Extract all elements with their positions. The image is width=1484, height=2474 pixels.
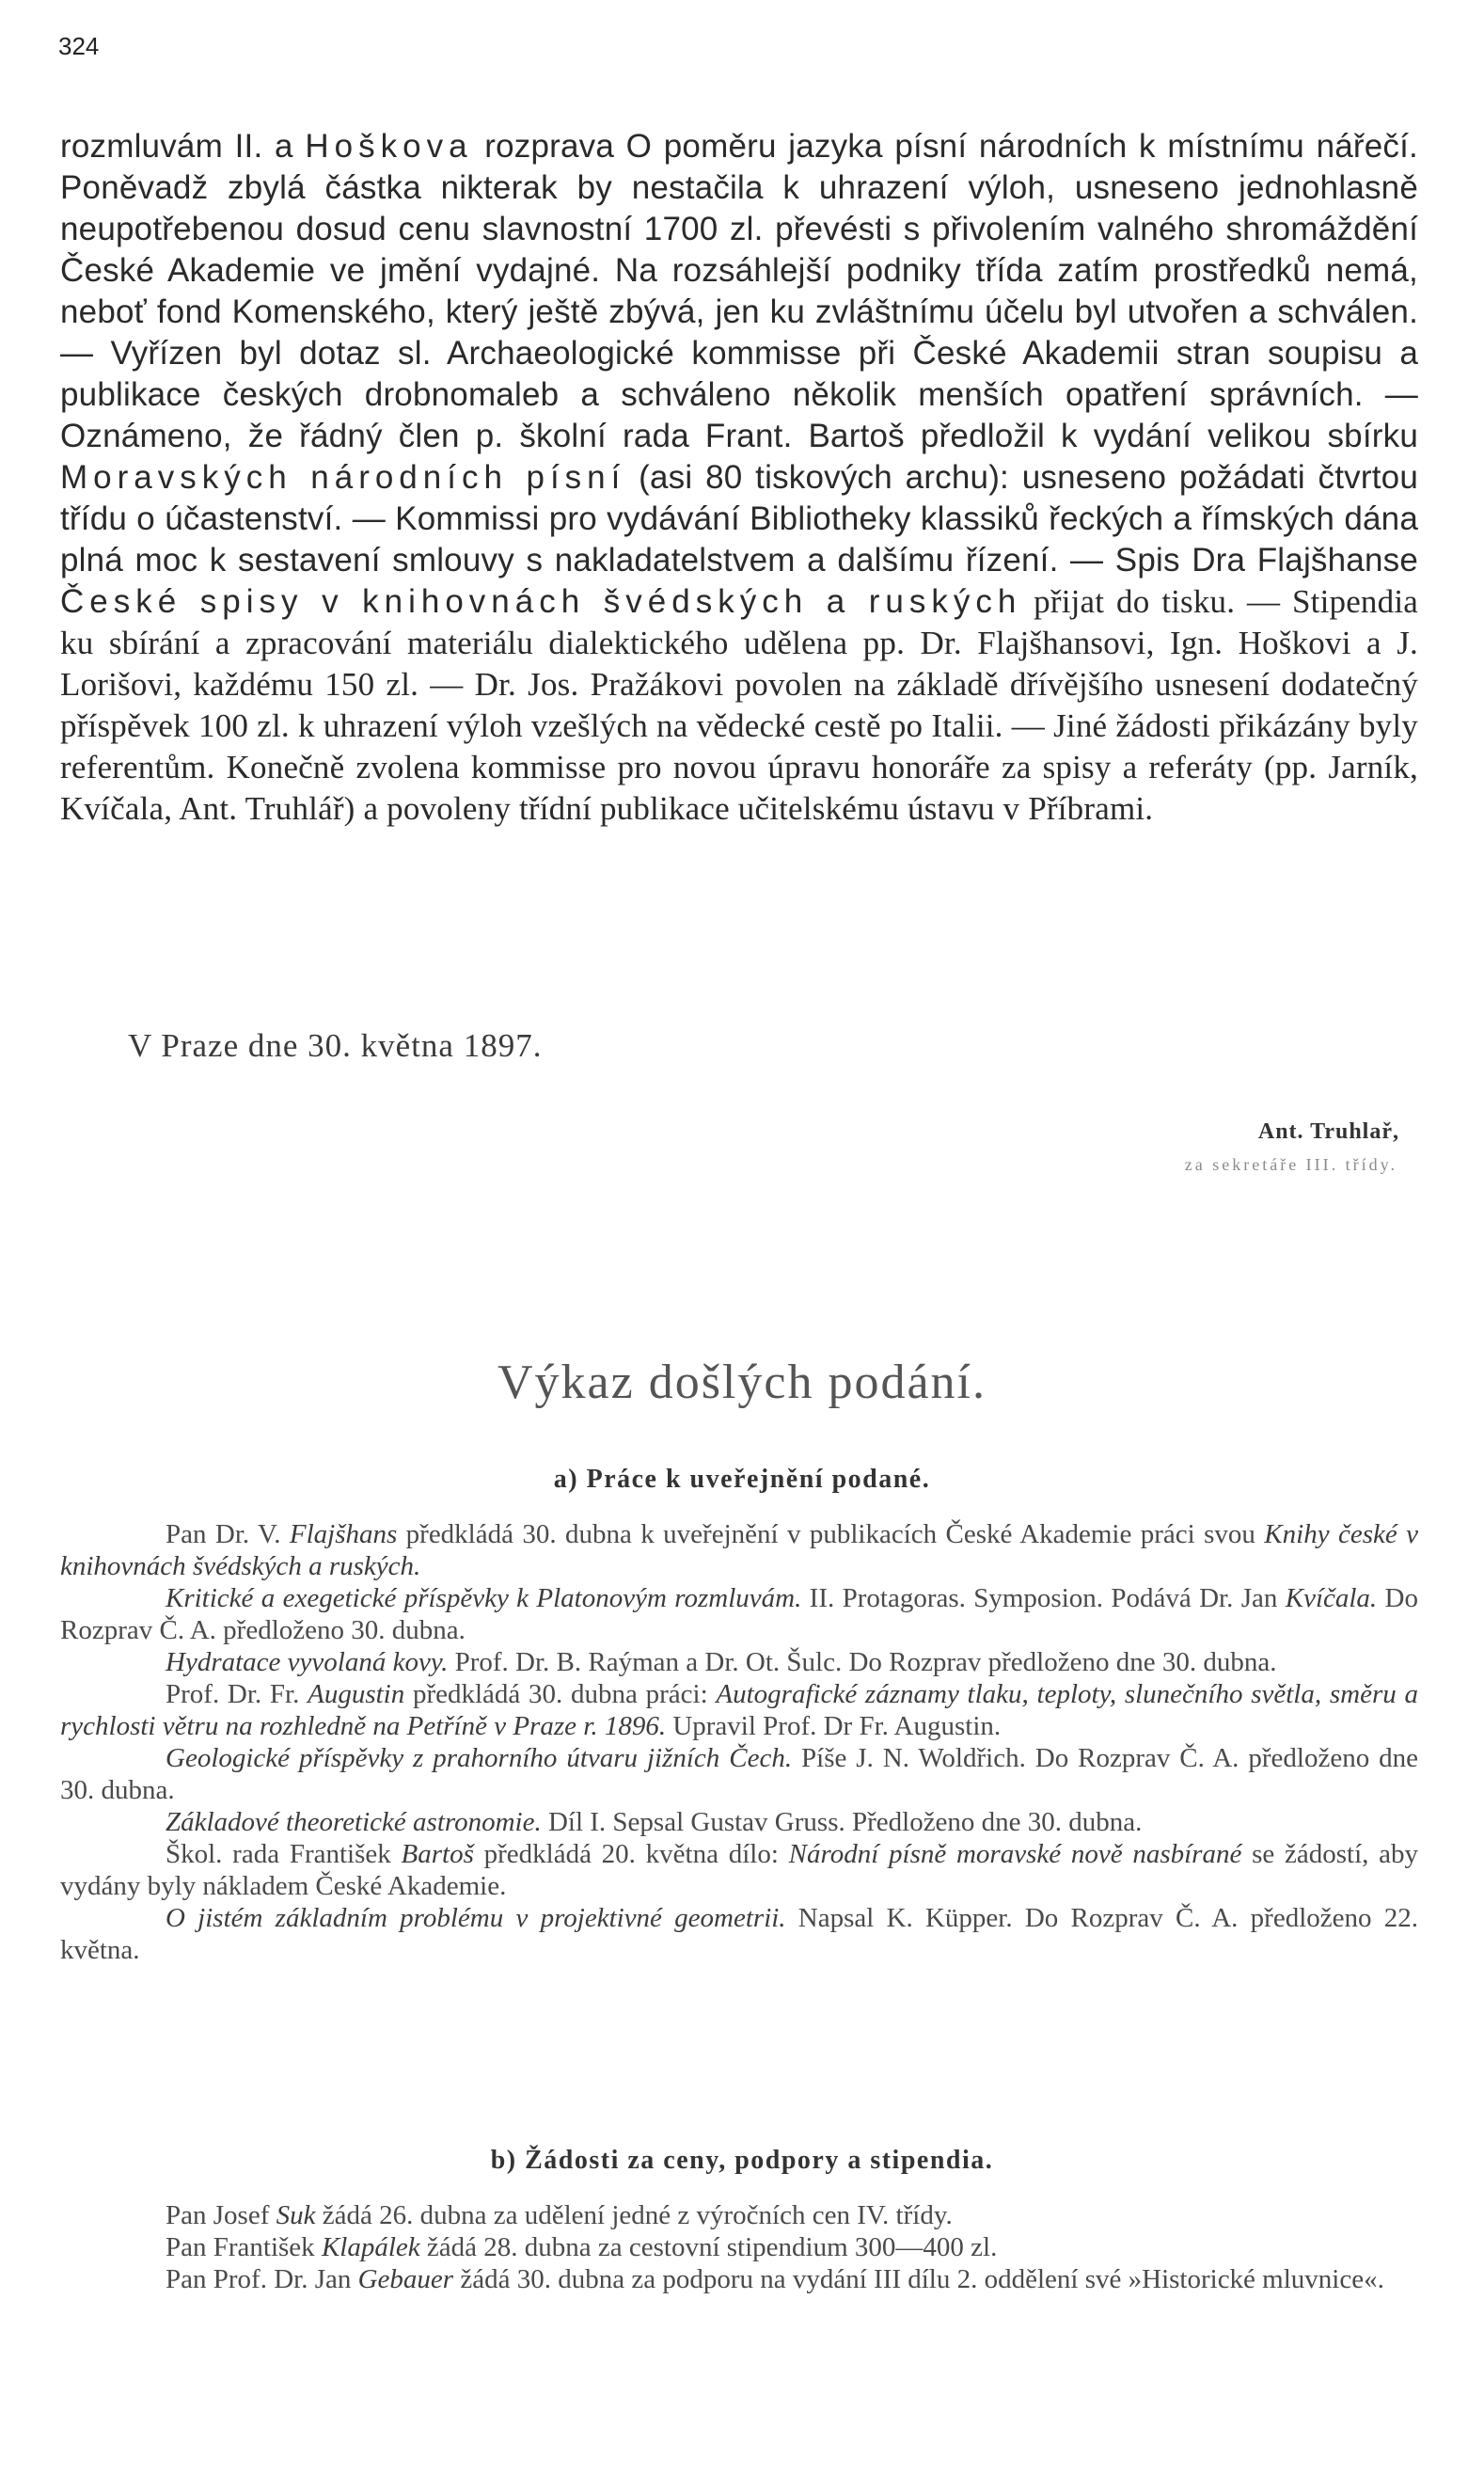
entry-text: Píše J. N. Woldřich. Do Rozprav Č. A. předloženo dne 30. dubna.	[60, 1743, 1419, 1805]
italic-title: Bartoš	[401, 1839, 474, 1869]
entry-text: žádá 28. dubna za cestovní stipendium 300—400 zl.	[419, 2232, 998, 2262]
section-heading: Výkaz došlých podání.	[497, 1356, 987, 1409]
entry-paragraph	[60, 1902, 1418, 1966]
italic-title: Suk	[276, 2200, 316, 2230]
entry-text: II. Protagoras. Symposion. Podává Dr. Jan	[801, 1583, 1286, 1613]
entry-paragraph	[60, 1646, 1418, 1678]
entry-paragraph	[60, 1582, 1418, 1646]
italic-title: Knihy české v knihovnách švédských a ruských.	[60, 1519, 1418, 1581]
body-text-part-2: rozprava O poměru jazyka písní národních k místnímu nářečí. Poněvadž zbylá částka nikterak by nestačila k uhrazení výloh, usneseno jednohlasně neupotřebenou dosud cenu slavnostní 1700 zl. převésti s přivolením valného shromáždění České Akademie ve jmění vydajné. Na rozsáhlejší podniky třída zatím prostředků nemá, neboť fond Komenského, který ještě zbývá, jen ku zvláštnímu účelu byl utvořen a schválen. — Vyřízen byl dotaz sl. Archaeologické kommisse při České Akademii stran soupisu a publikace českých drobnomaleb a schváleno několik menších opatření správních. — Oznámeno, že řádný člen p. školní rada Frant. Bartoš předložil k vydání velikou sbírku	[60, 128, 1418, 454]
entry-paragraph	[60, 2231, 1418, 2263]
entry-text: předkládá 20. května dílo:	[473, 1839, 789, 1869]
signature-role: za sekretáře III. třídy.	[1184, 1155, 1397, 1174]
entry-text: žádá 30. dubna za podporu na vydání III dílu 2. oddělení své »Historické mluvnice«.	[453, 2264, 1384, 2294]
signature-name: Ant. Truhlař,	[1257, 1119, 1399, 1144]
entry-text: Škol. rada František	[166, 1839, 402, 1869]
entry-text: Upravil Prof. Dr Fr. Augustin.	[666, 1711, 1002, 1741]
entry-text: Prof. Dr. B. Raýman a Dr. Ot. Šulc. Do Rozprav předloženo dne 30. dubna.	[448, 1647, 1277, 1677]
entry-text: žádá 26. dubna za udělení jedné z výročních cen IV. třídy.	[315, 2200, 953, 2230]
page-number: 324	[58, 32, 100, 60]
book-title-spaced: České spisy v knihovnách švédských a ruských	[60, 583, 1022, 620]
entry-text: předkládá 30. dubna k uveřejnění v publikacích České Akademie práci svou	[397, 1519, 1265, 1549]
italic-title: Geologické příspěvky z prahorního útvaru jižních Čech.	[166, 1743, 793, 1773]
entry-paragraph	[60, 1806, 1418, 1838]
entry-text: Pan Prof. Dr. Jan	[166, 2264, 358, 2294]
entry-text: Pan Dr. V.	[166, 1519, 290, 1549]
entry-paragraph	[60, 1518, 1418, 1582]
entry-paragraph	[60, 2199, 1418, 2231]
dateline: V Praze dne 30. května 1897.	[128, 1027, 543, 1064]
italic-title: O jistém základním problému v projektivné geometrii.	[166, 1903, 786, 1933]
section-b-entries	[60, 2199, 1418, 2295]
italic-title: Klapálek	[321, 2232, 420, 2262]
section-a-entries	[60, 1518, 1418, 1966]
subheading-b: b) Žádosti za ceny, podpory a stipendia.	[490, 2146, 994, 2175]
italic-title: Gebauer	[357, 2264, 454, 2294]
subheading-a: a) Práce k uveřejnění podané.	[553, 1465, 931, 1494]
body-text-part-3: (asi 80 tiskových archu): usneseno požádati čtvrtou třídu o účastenství. — Kommissi pro vydávání Bibliotheky klassiků řeckých a římských dána plná moc k sestavení smlouvy s nakladatelstvem a dalšímu řízení. — Spis Dra Flajšhanse	[60, 459, 1418, 579]
body-paragraph	[60, 126, 1418, 830]
body-text-part-4: přijat do tisku. — Stipendia ku sbírání a zpracování materiálu dialektického udělena pp. Dr. Flajšhansovi, Ign. Hoškovi a J. Lorišovi, každému 150 zl. — Dr. Jos. Pražákovi povolen na základě dřívějšího usnesení dodatečný příspěvek 100 zl. k uhrazení výloh vzešlých na vědecké cestě po Italii. — Jiné žádosti přikázány byly referentům. Konečně zvolena kommisse pro novou úpravu honoráře za spisy a referáty (pp. Jarník, Kvíčala, Ant. Truhlář) a povoleny třídní publikace učitelskému ústavu v Příbrami.	[60, 583, 1418, 827]
entry-paragraph	[60, 1838, 1418, 1902]
entry-text: Díl I. Sepsal Gustav Gruss. Předloženo dne 30. dubna.	[541, 1807, 1143, 1837]
body-text-part-1: rozmluvám II. a	[60, 128, 293, 165]
italic-title: Základové theoretické astronomie.	[166, 1807, 542, 1837]
italic-title: Kritické a exegetické příspěvky k Platonovým rozmluvám.	[166, 1583, 802, 1613]
entry-text: Do Rozprav Č. A. předloženo 30. dubna.	[60, 1583, 1418, 1645]
italic-title: Hydratace vyvolaná kovy.	[166, 1647, 449, 1677]
italic-title: Flajšhans	[289, 1519, 398, 1549]
entry-paragraph	[60, 1742, 1418, 1806]
entry-paragraph	[60, 2263, 1418, 2295]
entry-text: Pan František	[166, 2232, 322, 2262]
entry-paragraph	[60, 1678, 1418, 1742]
italic-title: Národní písně moravské nově nasbírané	[788, 1839, 1242, 1869]
entry-text: Prof. Dr. Fr.	[166, 1679, 308, 1709]
entry-text: Pan Josef	[166, 2200, 276, 2230]
entry-text: předkládá 30. dubna práci:	[404, 1679, 717, 1709]
italic-title: Autografické záznamy tlaku, teploty, slunečního světla, směru a rychlosti větru na rozhledně na Petříně v Praze r. 1896.	[60, 1679, 1418, 1741]
author-name-spaced: Hoškova	[305, 128, 473, 165]
entry-text: Napsal K. Küpper. Do Rozprav Č. A. předloženo 22. května.	[60, 1903, 1418, 1965]
italic-title: Kvíčala.	[1285, 1583, 1378, 1613]
entry-text: se žádostí, aby vydány byly nákladem České Akademie.	[60, 1839, 1419, 1901]
italic-title: Augustin	[308, 1679, 405, 1709]
collection-title-spaced: Moravských národních písní	[60, 459, 626, 496]
